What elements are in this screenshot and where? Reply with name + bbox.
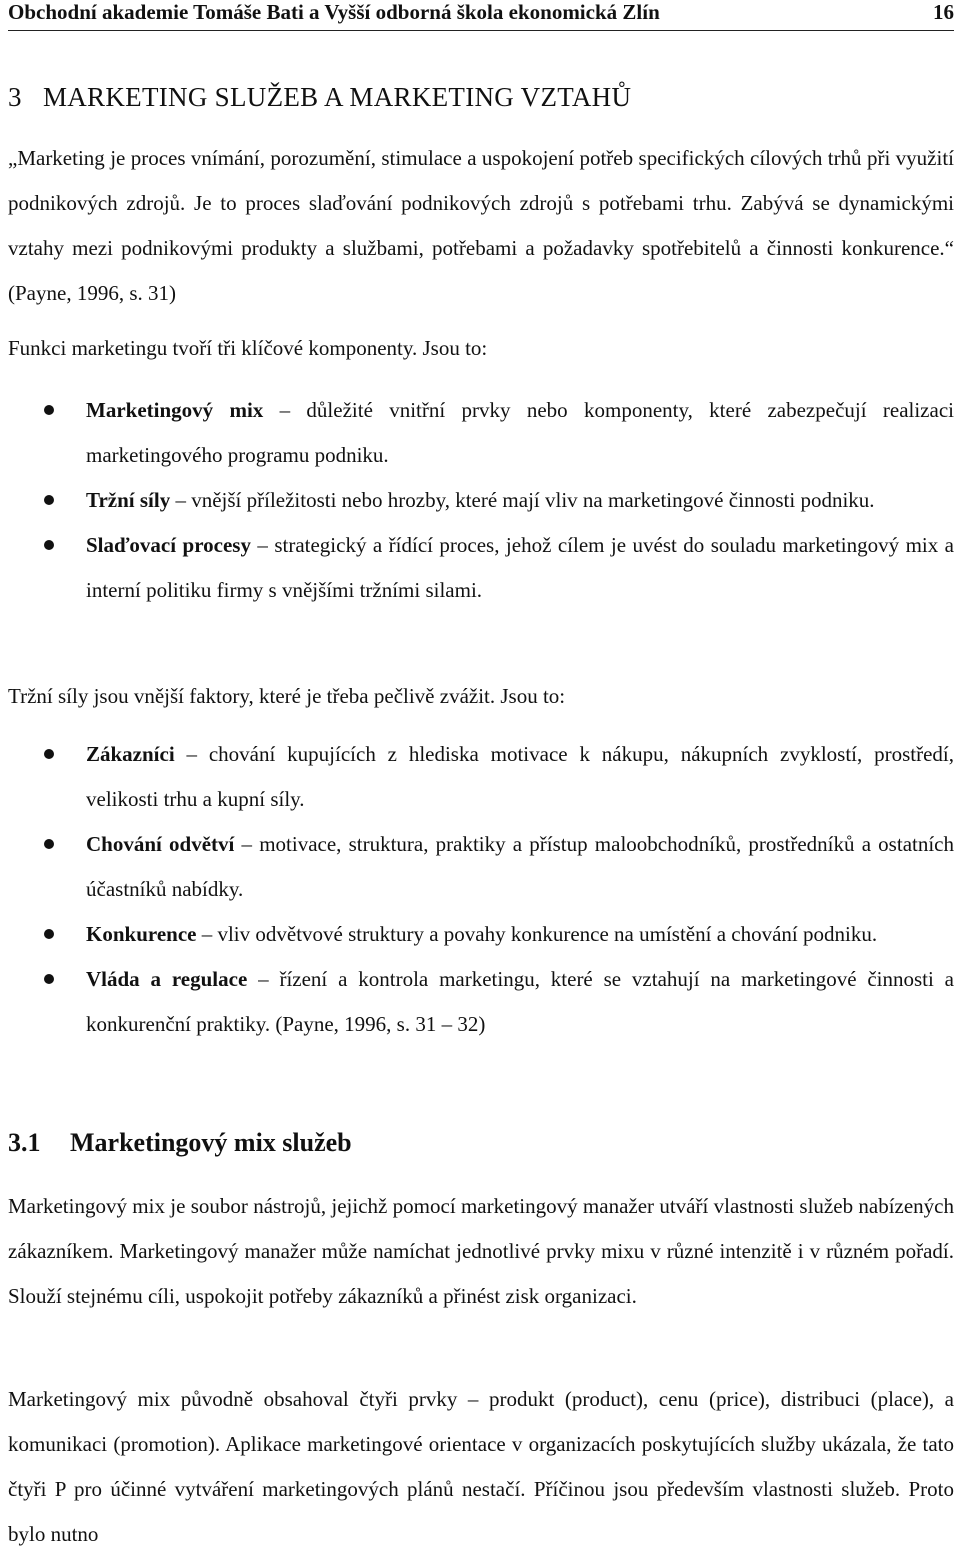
components-list [8,388,954,613]
bullet-icon [44,495,54,505]
section-heading [8,1128,352,1158]
list-item-term: Zákazníci [86,742,175,766]
forces-intro: Tržní síly jsou vnější faktory, které je třeba pečlivě zvážit. Jsou to: [8,684,566,708]
section-number: 3.1 [8,1128,41,1157]
list-item-term: Tržní síly [86,488,171,512]
section-title: Marketingový mix služeb [70,1128,352,1157]
list-item-term: Slaďovací procesy [86,533,251,557]
mix-paragraph-1: Marketingový mix je soubor nástrojů, jejichž pomocí marketingový manažer utváří vlastnosti služeb nabízených zákazníkem. Marketingový manažer může namíchat jednotlivé prvky mixu v různé intenzitě i v různém pořadí. Slouží stejnému cíli, uspokojit potřeby zákazníků a přinést zisk organizaci. [8,1194,954,1308]
bullet-icon [44,405,54,415]
bullet-icon [44,540,54,550]
list-item [8,822,954,912]
list-item-term: Marketingový mix [86,398,264,422]
forces-list [8,732,954,1047]
page-header [8,0,954,31]
intro-paragraph: „Marketing je proces vnímání, porozumění, stimulace a uspokojení potřeb specifických cílových trhů při využití podnikových zdrojů. Je to proces slaďování podnikových zdrojů s potřebami trhu. Zabývá se dynamickými vztahy mezi podnikovými produkty a službami, potřebami a požadavky spotřebitelů a činnosti konkurence.“ (Payne, 1996, s. 31) [8,146,954,305]
list-item [8,388,954,478]
list-item-text: – vnější příležitosti nebo hrozby, které mají vliv na marketingové činnosti podniku. [170,488,875,512]
list-item-term: Chování odvětví [86,832,235,856]
list-item-text: – strategický a řídící proces, jehož cílem je uvést do souladu marketingový mix a interní politiku firmy s vnějšími tržními silami. [86,533,954,602]
list-item [8,957,954,1047]
header-school-name: Obchodní akademie Tomáše Bati a Vyšší odborná škola ekonomická Zlín [8,0,660,24]
components-intro: Funkci marketingu tvoří tři klíčové komponenty. Jsou to: [8,336,488,360]
bullet-icon [44,749,54,759]
chapter-title: 3 MARKETING SLUŽEB A MARKETING VZTAHŮ [8,82,632,112]
list-item [8,732,954,822]
list-item [8,912,954,957]
bullet-icon [44,974,54,984]
list-item-term: Vláda a regulace [86,967,248,991]
list-item-term: Konkurence [86,922,197,946]
list-item-text: – řízení a kontrola marketingu, které se vztahují na marketingové činnosti a konkurenční praktiky. (Payne, 1996, s. 31 – 32) [86,967,954,1036]
list-item-text: – motivace, struktura, praktiky a přístup maloobchodníků, prostředníků a ostatních účastníků nabídky. [86,832,954,901]
mix-paragraph-2: Marketingový mix původně obsahoval čtyři prvky – produkt (product), cenu (price), distribuci (place), a komunikaci (promotion). Aplikace marketingové orientace v organizacích poskytujících služby ukázala, že tato čtyři P pro účinné vytváření marketingových plánů nestačí. Příčinou jsou především vlastnosti služeb. Proto bylo nutno [8,1387,954,1546]
list-item [8,478,954,523]
list-item [8,523,954,613]
bullet-icon [44,839,54,849]
list-item-text: – chování kupujících z hlediska motivace k nákupu, nákupních zvyklostí, prostředí, velikosti trhu a kupní síly. [86,742,954,811]
list-item-text: – důležité vnitřní prvky nebo komponenty, které zabezpečují realizaci marketingového programu podniku. [86,398,954,467]
bullet-icon [44,929,54,939]
list-item-text: – vliv odvětvové struktury a povahy konkurence na umístění a chování podniku. [196,922,878,946]
header-page-number: 16 [933,0,954,24]
